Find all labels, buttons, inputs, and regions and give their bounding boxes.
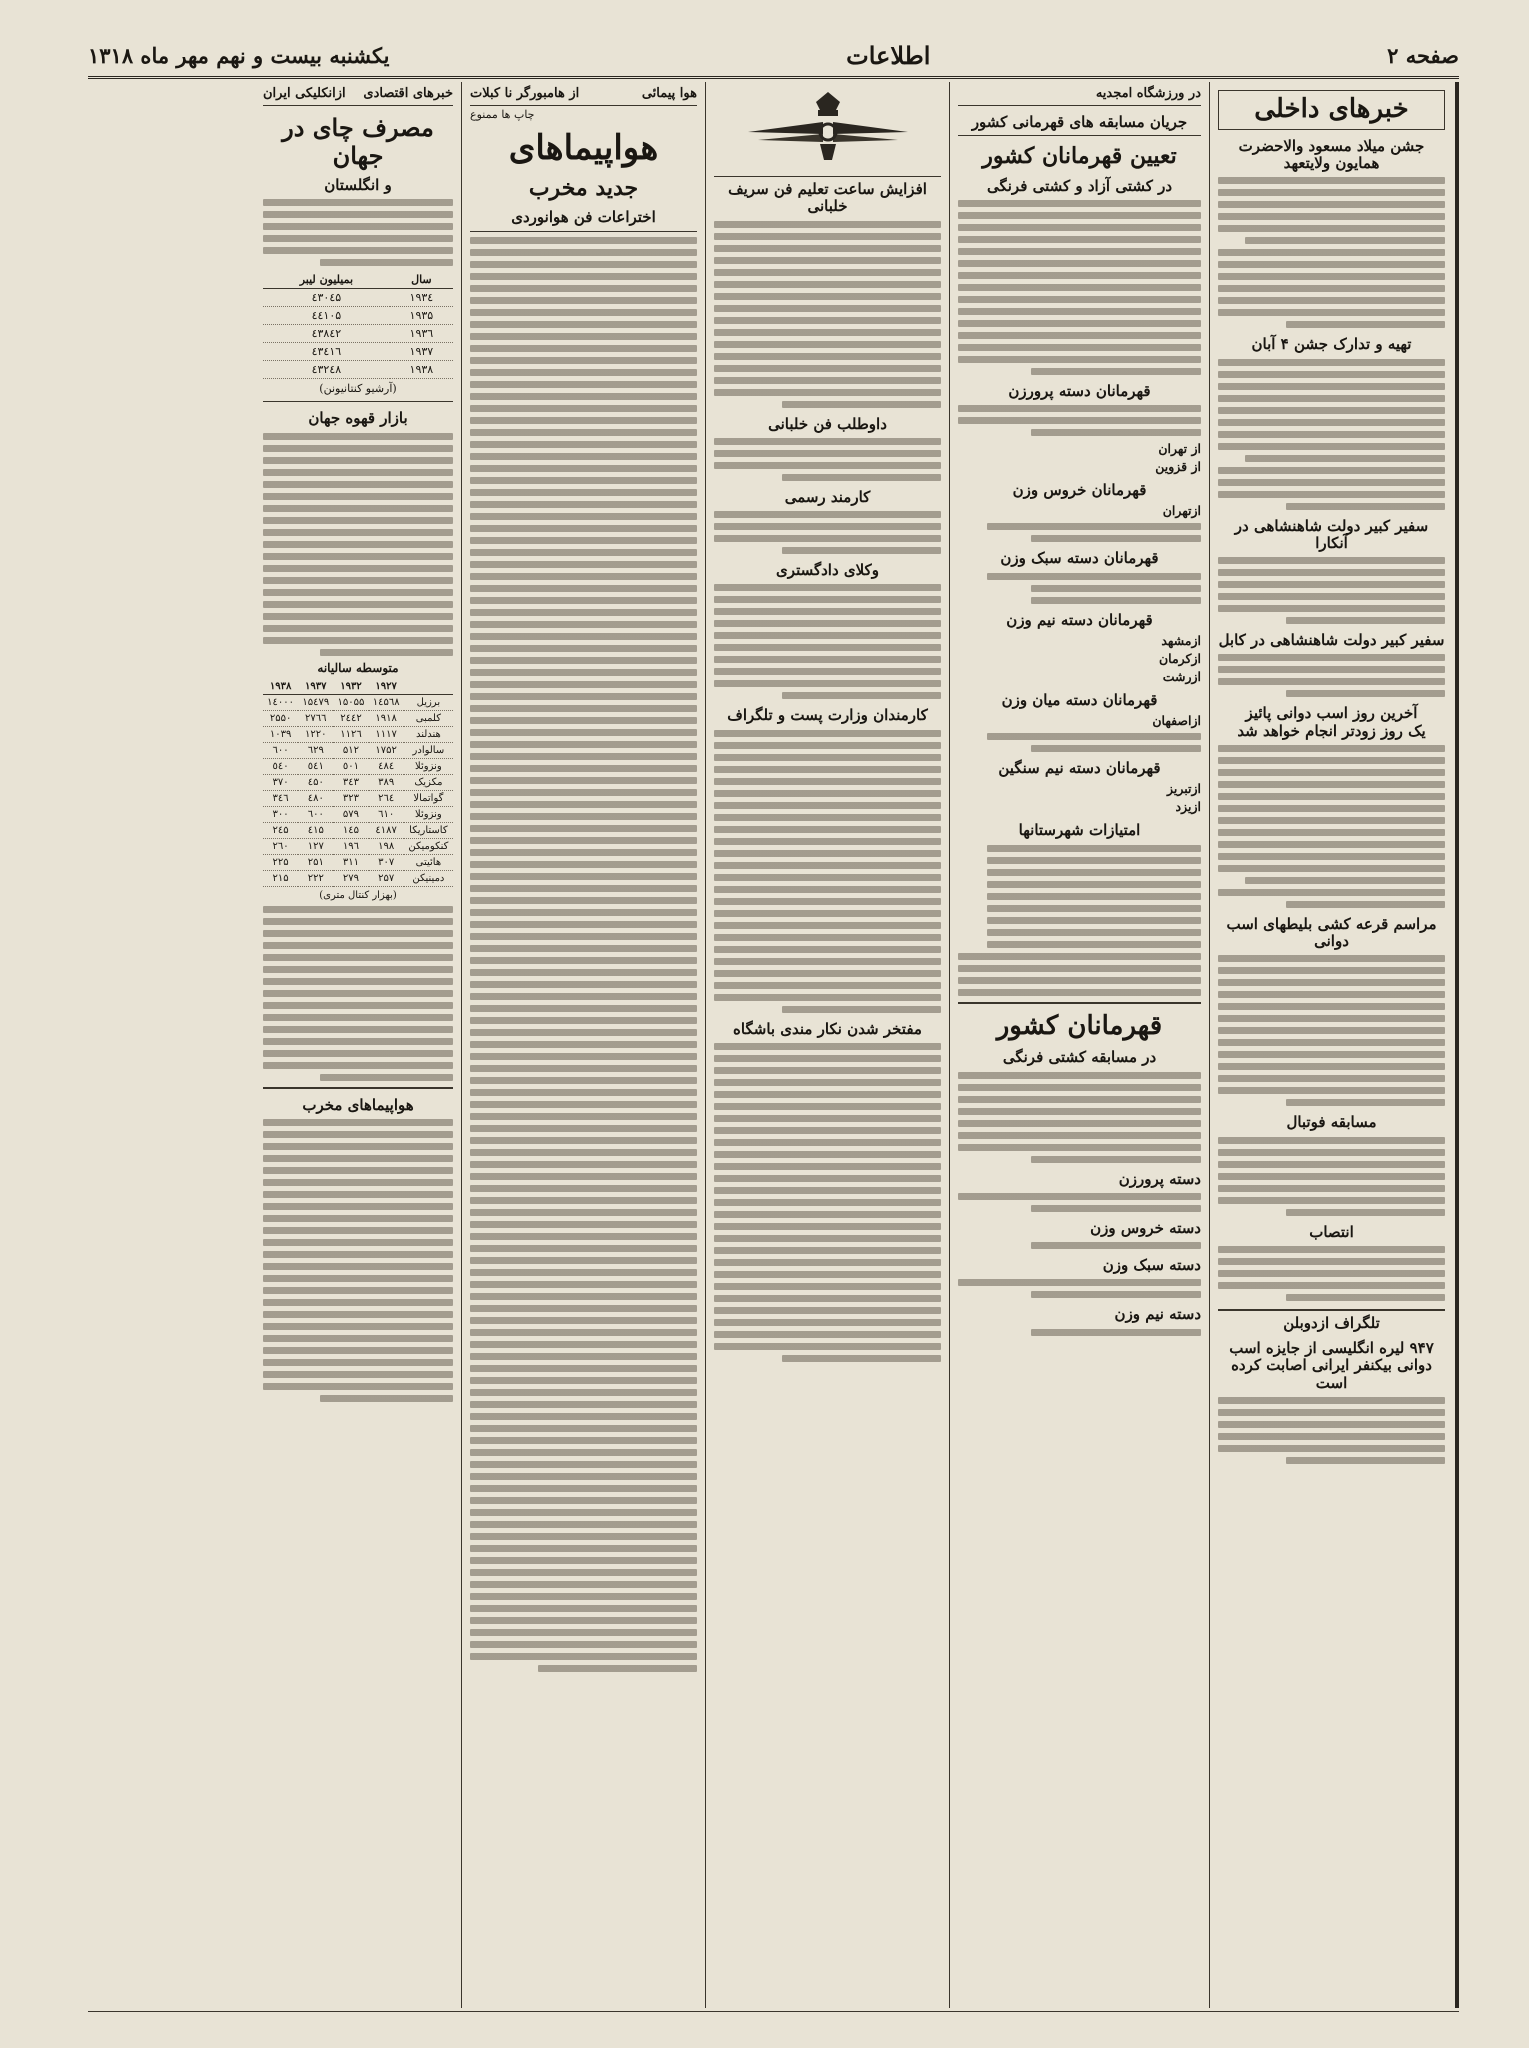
cell: ٤۳٤۱٦: [263, 343, 390, 361]
cell: ۲۲۲: [298, 870, 333, 886]
headline: قهرمانان دسته پرورزن: [1008, 381, 1151, 400]
table-row: [263, 774, 453, 790]
headline: قهرمانان دسته نیم وزن: [1006, 610, 1153, 629]
coffee-table-body: [263, 694, 453, 886]
headline: جشن میلاد مسعود والاحضرت همایون ولایتعهد: [1238, 136, 1425, 173]
col-head: ۱۹۲۷: [369, 679, 404, 695]
cell: ۲۲۵: [263, 854, 298, 870]
column-aircraft: [461, 82, 705, 2008]
text-block: [958, 1193, 1201, 1212]
city: ازرشت: [1162, 668, 1201, 684]
text-block: [263, 906, 453, 1081]
text-block: [958, 200, 1201, 375]
cell: ۱٤۵: [333, 822, 368, 838]
cell: ٤۱۸۷: [369, 822, 404, 838]
cell: ۳۷۰: [263, 774, 298, 790]
kicker-right: هوا پیمائی: [641, 86, 697, 101]
city-label: [958, 459, 1201, 474]
table-row: [263, 838, 453, 854]
divider: [263, 401, 453, 402]
text-block: [1218, 1137, 1445, 1216]
headline: مسابقه فوتبال: [1286, 1113, 1377, 1132]
headline: سفیر کبیر دولت شاهنشاهی در آنکارا: [1234, 516, 1429, 552]
kicker-left: ازانکلیکی ایران: [263, 86, 346, 101]
kicker-right: خبرهای اقتصادی: [363, 86, 453, 101]
text-block: [958, 405, 1201, 436]
text-block: [958, 733, 1201, 752]
headline: مفتخر شدن نکار مندی باشگاه: [733, 1019, 922, 1038]
text-block: [958, 845, 1201, 996]
headline: سفیر کبیر دولت شاهنشاهی در کابل: [1218, 631, 1445, 650]
text-block: [714, 438, 941, 481]
cell: مکزیک: [404, 774, 453, 790]
cell: ٤۳۲٤۸: [263, 361, 390, 379]
table-caption: متوسطه سالیانه: [317, 660, 399, 675]
cell: ٦۱۰: [369, 806, 404, 822]
table-row: [263, 806, 453, 822]
cell: ٤٤۱۰۵: [263, 307, 390, 325]
cell: ۵۱۲: [333, 742, 368, 758]
headline: بازار قهوه جهان: [308, 409, 408, 428]
columns: [88, 82, 1459, 2008]
headline: قهرمانان دسته سبک وزن: [1000, 549, 1159, 568]
headline: تلگراف ازدوبلن: [1218, 1309, 1445, 1332]
faravahar-icon: [728, 88, 928, 168]
cell: ٦۰۰: [263, 742, 298, 758]
text-block: [714, 730, 941, 1013]
cell: ۱۹٦: [333, 838, 368, 854]
weight-class: دسته پرورزن: [1118, 1169, 1201, 1188]
headline: ۹۴۷ لیره انگلیسی از جایزه اسب دوانی بیکنفر ایرانی اصابت کرده است: [1229, 1339, 1434, 1392]
cell: ۱۲۷: [298, 838, 333, 854]
headline: در کشتی آزاد و کشتی فرنگی: [986, 176, 1173, 195]
table-row: [263, 758, 453, 774]
column-aviation-club: [705, 82, 949, 2008]
cell: دمینیکن: [404, 870, 453, 886]
weight-class: دسته خروس وزن: [1090, 1218, 1201, 1237]
headline: انتصاب: [1309, 1222, 1354, 1241]
kicker: [958, 86, 1201, 106]
cell: ۲٦۰: [263, 838, 298, 854]
cell: ۳۱۱: [333, 854, 368, 870]
cell: ۱۹۳۸: [390, 361, 453, 379]
city: ازتبریز: [1166, 781, 1201, 797]
headline: داوطلب فن خلبانی: [768, 414, 887, 433]
city: از قزوین: [1155, 459, 1201, 475]
table-row: [263, 694, 453, 710]
city-label: [958, 799, 1201, 814]
text-block: [714, 511, 941, 554]
headline: یک روز زودتر انجام خواهد شد: [1237, 721, 1426, 740]
cell: ۳٤٦: [263, 790, 298, 806]
cell: ٤۸۰: [298, 790, 333, 806]
table-row: [263, 361, 453, 379]
text-block: [1218, 359, 1445, 510]
table-row: [263, 854, 453, 870]
headline: قهرمانان خروس وزن: [1012, 481, 1147, 500]
cell: ۳۸۹: [369, 774, 404, 790]
city-label: [958, 781, 1201, 796]
headline: جدید مخرب: [528, 175, 639, 202]
cell: ۱۹۱۸: [369, 710, 404, 726]
cell: ۱۷۵۲: [369, 742, 404, 758]
text-block: [263, 1119, 453, 1402]
source-note: (آرشیو کنتانیونن): [319, 382, 397, 396]
headline: تعیین قهرمانان کشور: [982, 143, 1177, 170]
cell: ۵۷۹: [333, 806, 368, 822]
table-row: [263, 343, 453, 361]
table-row: [263, 710, 453, 726]
headline: کارمندان وزارت پست و تلگراف: [727, 706, 928, 725]
city: ازیزد: [1175, 799, 1201, 815]
headline: تهیه و تدارک جشن ۴ آبان: [1251, 335, 1412, 354]
headline: آخرین روز اسب دوانی پائیز: [1245, 704, 1418, 723]
headline: امتیازات شهرستانها: [1018, 821, 1141, 840]
unit-note: (بهزار کنتال متری): [319, 889, 397, 901]
crown-emblem: [714, 88, 941, 168]
cell: ٦۲۹: [298, 742, 333, 758]
cell: ۱۹۳٦: [390, 325, 453, 343]
cell: ۱٤۰۰۰: [263, 694, 298, 710]
headline: در مسابقه کشتی فرنگی: [1002, 1048, 1157, 1067]
city: ازمشهد: [1161, 632, 1201, 648]
cell: ۱۹۳۷: [390, 343, 453, 361]
cell: سالوادر: [404, 742, 453, 758]
cell: ونزوئلا: [404, 758, 453, 774]
cell: ۲٦٤: [369, 790, 404, 806]
cell: ۱۰۳۹: [263, 726, 298, 742]
cell: ۳۲۳: [333, 790, 368, 806]
text-block: [470, 237, 697, 1672]
table-row: [263, 790, 453, 806]
headline: افزایش ساعت تعلیم فن سریف خلبانی: [714, 176, 941, 216]
cell: ٤۱۵: [298, 822, 333, 838]
column-domestic-news: [1209, 82, 1459, 2008]
text-block: [958, 1279, 1201, 1298]
cell: ۱۵۰۵۵: [333, 694, 368, 710]
headline: و انگلستان: [324, 176, 392, 195]
city-label: [958, 651, 1201, 666]
table-row: [263, 289, 453, 307]
text-block: [1218, 557, 1445, 624]
headline: مراسم قرعه کشی بلیطهای اسب دوانی: [1226, 914, 1437, 951]
text-block: [958, 1329, 1201, 1336]
text-block: [1218, 654, 1445, 697]
text-block: [714, 584, 941, 699]
headline: هواپیماهای مخرب: [302, 1095, 414, 1114]
cell: ٤۳۰٤۵: [263, 289, 390, 307]
cell: ۱۵٤۷۹: [298, 694, 333, 710]
text-block: [1218, 1397, 1445, 1464]
text-block: [958, 573, 1201, 604]
cell: ۱۱۲٦: [333, 726, 368, 742]
cell: ۲۷۹: [333, 870, 368, 886]
headline: مصرف چای در جهان: [282, 113, 434, 170]
city-label: [958, 669, 1201, 684]
divider: [958, 1002, 1201, 1004]
table-row: [263, 307, 453, 325]
text-block: [1218, 1246, 1445, 1301]
headline: قهرمانان دسته نیم سنگین: [998, 759, 1161, 778]
cell: ٤۳۸٤۲: [263, 325, 390, 343]
issue-date: یکشنبه بیست و نهم مهر ماه ۱۳۱۸: [88, 42, 390, 68]
text-block: [958, 523, 1201, 542]
cell: ٥۰۱: [333, 758, 368, 774]
cell: ٤۸٤: [369, 758, 404, 774]
table-row: [263, 726, 453, 742]
city-label: [958, 713, 1201, 728]
cell: گواتمالا: [404, 790, 453, 806]
text-block: [1218, 177, 1445, 328]
cell: ۳۰۰: [263, 806, 298, 822]
city-label: [958, 503, 1201, 518]
cell: هائیتی: [404, 854, 453, 870]
cell: ۲۵۱: [298, 854, 333, 870]
cell: ۳٤۳: [333, 774, 368, 790]
table-row: [263, 742, 453, 758]
table-row: [263, 870, 453, 886]
coffee-production-table: [263, 679, 453, 887]
headline: کارمند رسمی: [784, 487, 871, 506]
headline: قهرمانان کشور: [996, 1010, 1163, 1041]
city: ازاصفهان: [1152, 713, 1201, 729]
table-row: [263, 822, 453, 838]
cell: ۱۱۱۷: [369, 726, 404, 742]
text-block: [714, 221, 941, 408]
paper-name: اطلاعات: [846, 40, 931, 70]
cell: ٥٤۰: [263, 758, 298, 774]
section-header: خبرهای داخلی: [1218, 90, 1445, 130]
cell: هندلند: [404, 726, 453, 742]
headline: هواپیماهای: [508, 128, 659, 168]
city: ازکرمان: [1158, 650, 1201, 666]
kicker-left: از هامبورگر نا کبلات: [470, 86, 580, 101]
city-label: [958, 633, 1201, 648]
tea-consumption-table: [263, 271, 453, 379]
kicker: [263, 86, 453, 106]
col-head: ۱۹۳۲: [333, 679, 368, 695]
page-number: صفحه ۲: [1387, 42, 1459, 68]
cell: ٤۵۰: [298, 774, 333, 790]
city: ازتهران: [1162, 503, 1201, 519]
cell: ۱۲۲۰: [298, 726, 333, 742]
weight-class: دسته نیم وزن: [1114, 1305, 1201, 1324]
cell: ۱۹۳۵: [390, 307, 453, 325]
text-block: [263, 433, 453, 656]
column-economy: [255, 82, 461, 2008]
reprint-notice: چاپ ها ممنوع: [470, 108, 535, 121]
city-label: [958, 441, 1201, 456]
col-head: [404, 679, 453, 695]
text-block: [263, 199, 453, 266]
cell: ۱٤۵٦۸: [369, 694, 404, 710]
cell: ۱۹۳٤: [390, 289, 453, 307]
cell: ۳۰۷: [369, 854, 404, 870]
weight-class: دسته سبک وزن: [1102, 1256, 1201, 1275]
cell: کاستاریکا: [404, 822, 453, 838]
headline: قهرمانان دسته میان وزن: [1001, 690, 1158, 709]
text-block: [958, 1242, 1201, 1249]
kicker-text: در ورزشگاه امجدیه: [1095, 86, 1201, 101]
city: از تهران: [1158, 441, 1201, 457]
cell: ۲۱۵: [263, 870, 298, 886]
divider: [263, 1087, 453, 1089]
col-head: ۱۹۳۸: [263, 679, 298, 695]
cell: ۲۵۷: [369, 870, 404, 886]
kicker: [470, 86, 697, 106]
text-block: [1218, 745, 1445, 908]
table-row: [263, 325, 453, 343]
cell: ونزوئلا: [404, 806, 453, 822]
cell: ۱۹۸: [369, 838, 404, 854]
cell: برزیل: [404, 694, 453, 710]
column-wrestling: [949, 82, 1209, 2008]
text-block: [958, 1072, 1201, 1163]
cell: ٥٤۱: [298, 758, 333, 774]
cell: کلمبی: [404, 710, 453, 726]
cell: ۲٤۵: [263, 822, 298, 838]
cell: ۲۷٦٦: [298, 710, 333, 726]
cell: کنکومیکن: [404, 838, 453, 854]
cell: ۲۵۵۰: [263, 710, 298, 726]
headline: وکلای دادگستری: [776, 561, 879, 579]
col-head: بمیلیون لیبر: [263, 271, 390, 289]
headline: اختراعات فن هوانوردی: [470, 209, 697, 231]
subhead: جریان مسابقه های قهرمانی کشور: [958, 114, 1201, 136]
col-head: سال: [390, 271, 453, 289]
cell: ٦۰۰: [298, 806, 333, 822]
text-block: [714, 1043, 941, 1362]
masthead: [88, 34, 1459, 79]
cell: ۲٤٤۲: [333, 710, 368, 726]
footer-rule: [88, 2011, 1459, 2020]
col-head: ۱۹۳۷: [298, 679, 333, 695]
text-block: [1218, 955, 1445, 1106]
